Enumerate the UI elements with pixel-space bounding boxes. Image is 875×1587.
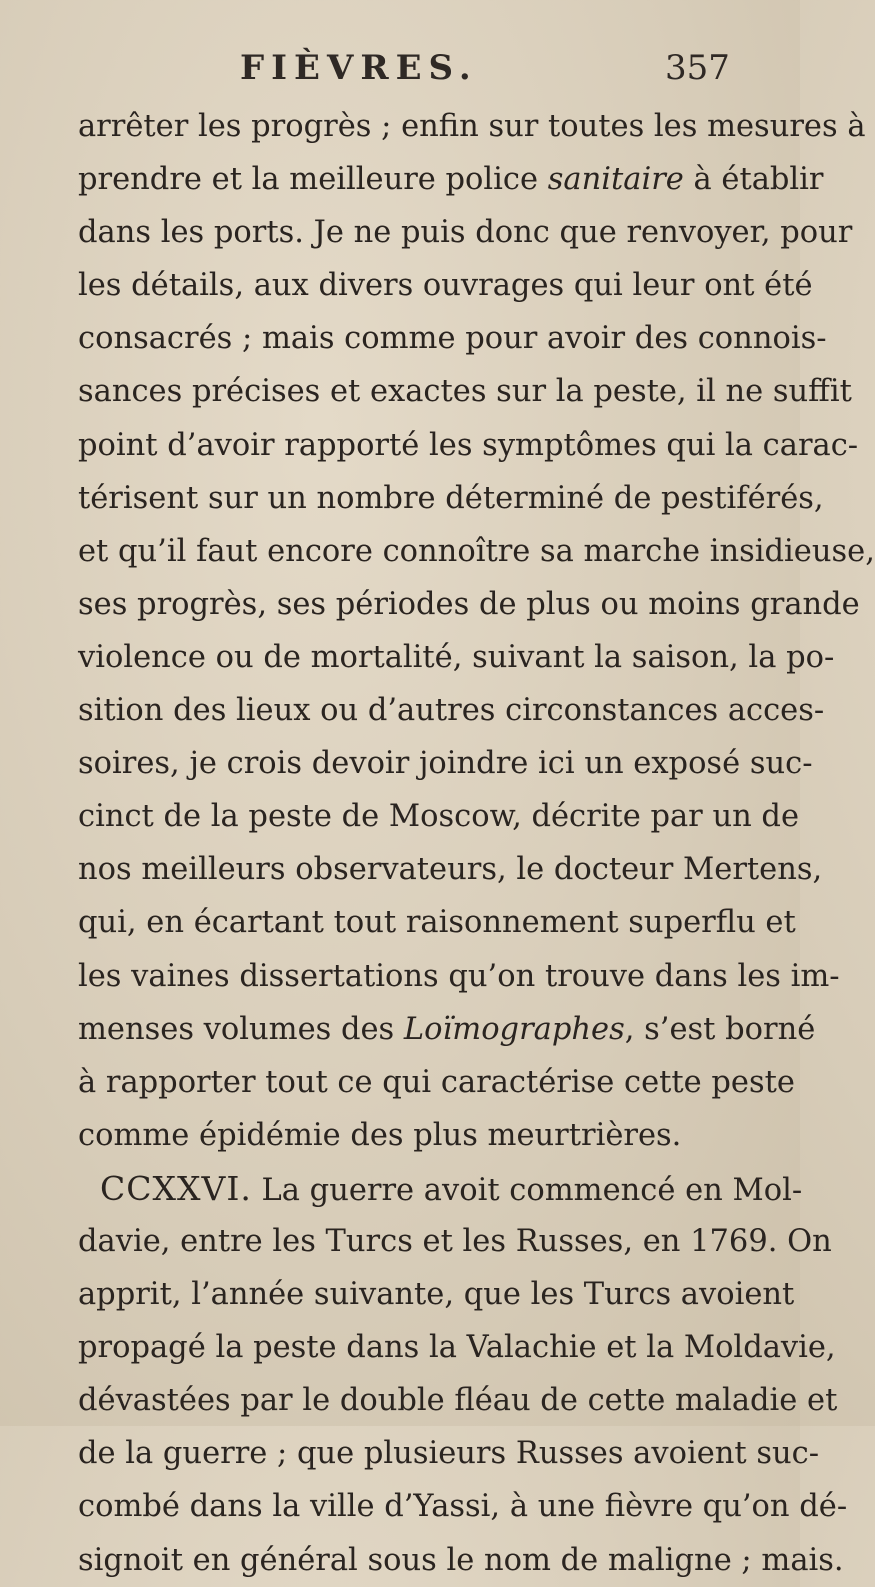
text-line: cinct de la peste de Moscow, décrite par un de: [78, 799, 800, 835]
text-line: menses volumes des Loïmographes, s’est borné: [78, 1011, 816, 1047]
text-line: apprit, l’année suivante, que les Turcs avoient: [78, 1277, 795, 1313]
text-line: à rapporter tout ce qui caractérise cette peste: [78, 1064, 795, 1100]
text-line: comme épidémie des plus meurtrières.: [78, 1117, 682, 1153]
text-line: dans les ports. Je ne puis donc que renvoyer, pour: [78, 215, 853, 251]
text-line: signoit en général sous le nom de maligne ; mais.: [78, 1542, 844, 1578]
text-line: térisent sur un nombre déterminé de pestiférés,: [78, 480, 824, 516]
italic-term: sanitaire: [547, 162, 684, 198]
text-line: soires, je crois devoir joindre ici un exposé suc-: [78, 746, 813, 782]
text-line: qui, en écartant tout raisonnement superflu et: [78, 905, 796, 941]
section-number: CCXXVI.: [100, 1168, 252, 1208]
text-line: sition des lieux ou d’autres circonstances acces-: [78, 693, 825, 729]
text-line: combé dans la ville d’Yassi, à une fièvre qu’on dé-: [78, 1489, 848, 1525]
text-line: nos meilleurs observateurs, le docteur Mertens,: [78, 852, 823, 888]
text-line: point d’avoir rapporté les symptômes qui la carac-: [78, 427, 859, 463]
text-line: arrêter les progrès ; enfin sur toutes les mesures à: [78, 109, 866, 144]
running-title: FIÈVRES.: [240, 48, 478, 88]
text-line: les détails, aux divers ouvrages qui leur ont été: [78, 268, 813, 304]
text-line: dévastées par le double fléau de cette maladie et: [78, 1383, 838, 1419]
text-line: violence ou de mortalité, suivant la saison, la po-: [78, 639, 835, 675]
text-line: propagé la peste dans la Valachie et la Moldavie,: [78, 1330, 836, 1366]
text-line: et qu’il faut encore connoître sa marche insidieuse,: [78, 533, 875, 569]
text-line: ses progrès, ses périodes de plus ou moins grande: [78, 586, 860, 622]
text-line: prendre et la meilleure police sanitaire à établir: [78, 162, 824, 198]
running-head: [0, 48, 800, 98]
section-line: CCXXVI. La guerre avoit commencé en Mol-: [100, 1168, 803, 1208]
text-line: consacrés ; mais comme pour avoir des connois-: [78, 321, 827, 357]
body-text: [78, 100, 875, 1587]
text-line: les vaines dissertations qu’on trouve dans les im-: [78, 958, 840, 994]
text-line: de la guerre ; que plusieurs Russes avoient suc-: [78, 1436, 820, 1472]
page-number: 357: [665, 48, 730, 88]
italic-term: Loïmographes: [403, 1011, 625, 1047]
text-line: davie, entre les Turcs et les Russes, en 1769. On: [78, 1223, 832, 1259]
text-line: sances précises et exactes sur la peste, il ne suffit: [78, 374, 852, 410]
